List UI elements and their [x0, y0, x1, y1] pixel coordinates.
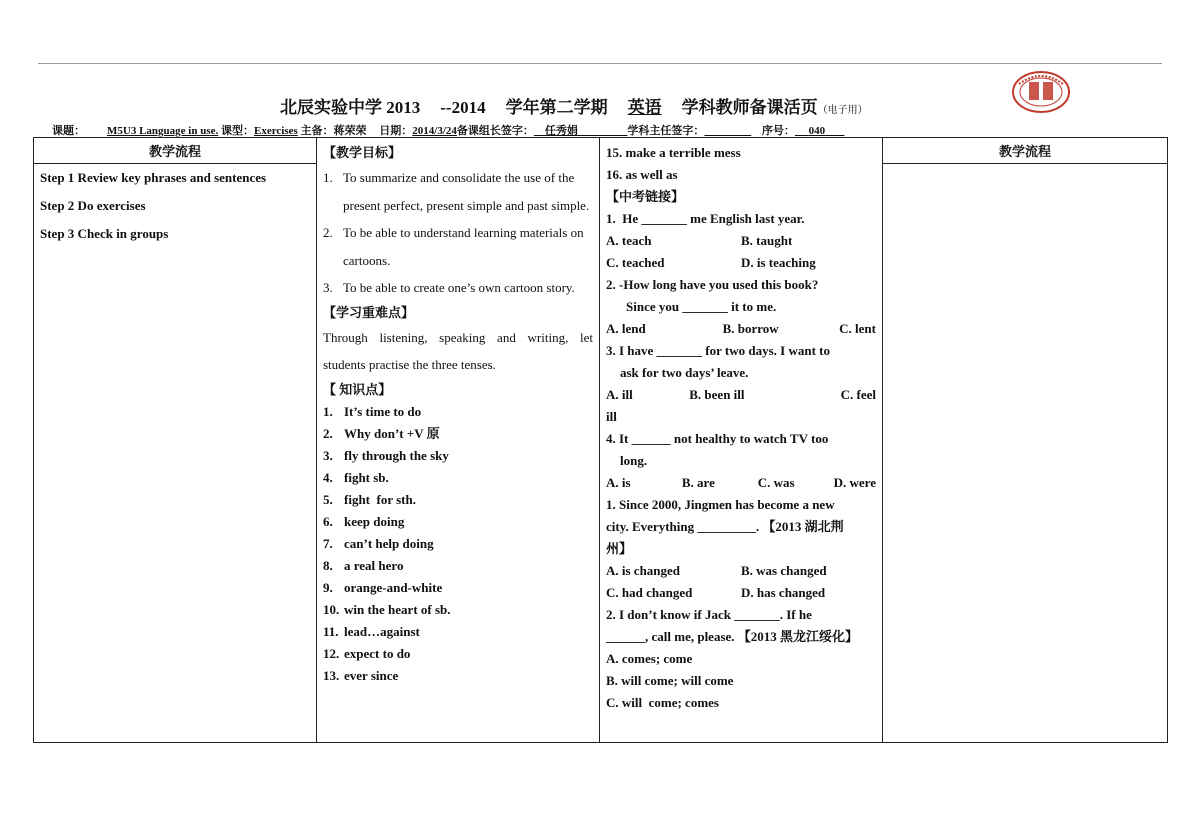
- phrase-item: 15. make a terrible mess: [606, 145, 741, 160]
- knowledge-point: 4. fight sb.: [323, 469, 389, 485]
- focus-heading: 【学习重难点】: [323, 304, 415, 320]
- topic-label: 课题：: [52, 125, 85, 137]
- option-line: C. will come; comes: [606, 695, 719, 710]
- title-note: （电子用）: [817, 105, 868, 116]
- options-row: C. teached D. is teaching: [606, 255, 816, 270]
- knowledge-point: 1. It’s time to do: [323, 403, 422, 419]
- question-4-line: long.: [620, 453, 648, 468]
- question-6: 2. I don’t know if Jack _______. If he: [606, 607, 812, 622]
- steps-list: [34, 164, 316, 260]
- knowledge-point: 2. Why don’t +V 原: [323, 425, 440, 441]
- leader-value: 任秀娟: [544, 125, 578, 137]
- director-field: [704, 125, 751, 137]
- title-term: 学年第二学期: [505, 98, 608, 117]
- option-line: A. comes; come: [606, 651, 693, 666]
- leader-label: 备课组长签字：: [456, 125, 534, 137]
- knowledge-point: 7. can’t help doing: [323, 535, 434, 551]
- points-heading: 【 知识点】: [323, 381, 392, 397]
- exam-link-heading: 【中考链接】: [606, 189, 685, 204]
- options-row: A. lend B. borrow C. lent: [606, 321, 876, 336]
- knowledge-point: 9. orange-and-white: [323, 579, 443, 595]
- title-year-end: --2014: [440, 98, 486, 117]
- step-item: Step 1 Review key phrases and sentences: [40, 170, 267, 185]
- knowledge-point: 6. keep doing: [323, 513, 405, 529]
- director-label: 学科主任签字：: [627, 125, 705, 137]
- author-label: 主备：: [300, 125, 334, 137]
- col4-header: 教学流程: [883, 138, 1167, 164]
- topic-value: M5U3 Language in use.: [107, 125, 219, 137]
- option-continuation: ill: [606, 409, 617, 424]
- type-value: Exercises: [254, 125, 298, 137]
- question-5: 1. Since 2000, Jingmen has become a new: [606, 497, 835, 512]
- school-seal-icon: [1011, 70, 1071, 114]
- question-3: 3. I have _______ for two days. I want to: [606, 343, 831, 358]
- knowledge-point: 3. fly through the sky: [323, 447, 449, 463]
- lesson-table: [33, 137, 1168, 743]
- question-2-line: Since you _______ it to me.: [626, 299, 777, 314]
- question-4: 4. It ______ not healthy to watch TV too: [606, 431, 829, 446]
- author-value: 蒋荣荣: [333, 125, 367, 137]
- column-objectives: [317, 138, 600, 743]
- goals-heading: 【教学目标】: [323, 145, 402, 160]
- title-subject: 英语: [627, 98, 662, 117]
- serial-value: 040: [808, 125, 826, 137]
- question-1: 1. He _______ me English last year.: [606, 211, 805, 226]
- column-exercises: [600, 138, 883, 743]
- header-rule: [38, 63, 1162, 64]
- knowledge-point: 13. ever since: [323, 667, 399, 683]
- phrase-item: 16. as well as: [606, 167, 678, 182]
- step-item: Step 2 Do exercises: [40, 198, 146, 213]
- step-item: Step 3 Check in groups: [40, 226, 169, 241]
- col1-header: 教学流程: [34, 138, 316, 164]
- knowledge-point: 5. fight for sth.: [323, 491, 416, 507]
- question-5-line: city. Everything _________. 【2013 湖北荆: [606, 519, 844, 534]
- knowledge-point: 8. a real hero: [323, 557, 404, 573]
- knowledge-point: 10. win the heart of sb.: [323, 601, 451, 617]
- options-row: A. ill B. been ill C. feel: [606, 387, 876, 402]
- goal-item: 3. To be able to create one’s own cartoon story.: [323, 280, 575, 295]
- date-value: 2014/3/24: [412, 125, 457, 137]
- type-label: 课型：: [221, 125, 254, 137]
- options-row: C. had changed D. has changed: [606, 585, 826, 600]
- page-title: [280, 93, 868, 118]
- column-flow-right: [883, 138, 1168, 743]
- column-flow-left: [34, 138, 317, 743]
- options-row: A. teach B. taught: [606, 233, 793, 248]
- leader-field: [534, 125, 628, 137]
- serial-field: [795, 125, 845, 137]
- options-row: A. is B. are C. was D. were: [606, 475, 876, 490]
- options-row: A. is changed B. was changed: [606, 563, 827, 578]
- focus-text: Through listening, speaking and writing, let students practise the three tenses.: [323, 329, 593, 372]
- option-line: B. will come; will come: [606, 673, 734, 688]
- question-3-line: ask for two days’ leave.: [620, 365, 749, 380]
- title-school: 北辰实验中学 2013: [280, 98, 421, 117]
- question-2: 2. -How long have you used this book?: [606, 277, 819, 292]
- knowledge-point: 11. lead…against: [323, 623, 420, 639]
- goal-item: 1. To summarize and consolidate the use of the present perfect, present simple and past simple.: [323, 170, 590, 213]
- question-5-source: 州】: [606, 541, 633, 556]
- goal-item: 2. To be able to understand learning materials on cartoons.: [323, 225, 584, 268]
- serial-label: 序号：: [761, 125, 795, 137]
- question-6-line: ______, call me, please. 【2013 黑龙江绥化】: [606, 629, 859, 644]
- meta-line: [52, 122, 844, 138]
- title-tail: 学科教师备课活页: [681, 98, 818, 117]
- knowledge-point: 12. expect to do: [323, 645, 411, 661]
- date-label: 日期：: [379, 125, 413, 137]
